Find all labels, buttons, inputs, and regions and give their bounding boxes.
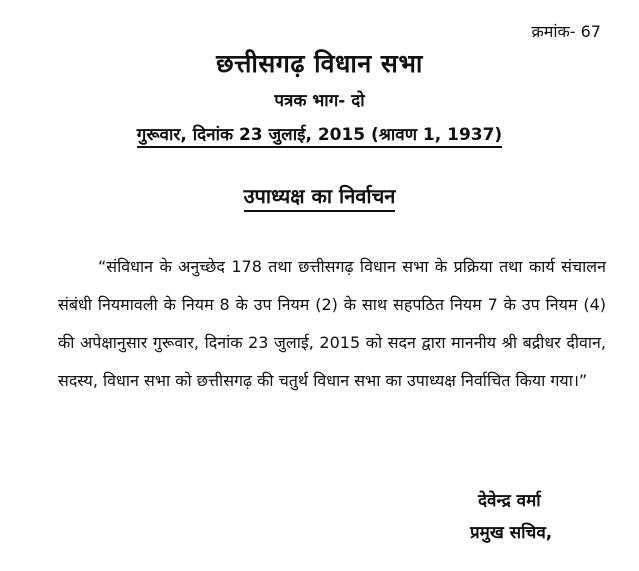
- signatory-title: प्रमुख सचिव,: [470, 523, 553, 543]
- signatory-name: देवेन्द्र वर्मा: [478, 491, 541, 511]
- bulletin-date-line: [0, 122, 639, 145]
- body-text: “संविधान के अनुच्छेद 178 तथा छत्तीसगढ़ विधान सभा के प्रक्रिया तथा कार्य संचालन संबंधी नियमावली के नियम 8 के उप नियम (2) के साथ सहपठित नियम 7 के उप नियम (4) की अपेक्षानुसार गुरूवार, दिनांक 23 जुलाई, 2015 को सदन द्वारा माननीय श्री बद्रीधर दीवान, सदस्य, विधान सभा को छत्तीसगढ़ की चतुर्थ विधान सभा का उपाध्यक्ष निर्वाचित किया गया।”: [58, 257, 606, 390]
- subject-heading-line: [0, 182, 639, 209]
- serial-number: क्रमांक- 67: [531, 22, 601, 41]
- body-paragraph: [58, 248, 606, 400]
- assembly-title: छत्तीसगढ़ विधान सभा: [216, 49, 423, 78]
- subject-heading: उपाध्यक्ष का निर्वाचन: [244, 184, 396, 212]
- bulletin-date: गुरूवार, दिनांक 23 जुलाई, 2015 (श्रावण 1, 1937): [137, 125, 502, 148]
- bulletin-part: पत्रक भाग- दो: [274, 91, 365, 111]
